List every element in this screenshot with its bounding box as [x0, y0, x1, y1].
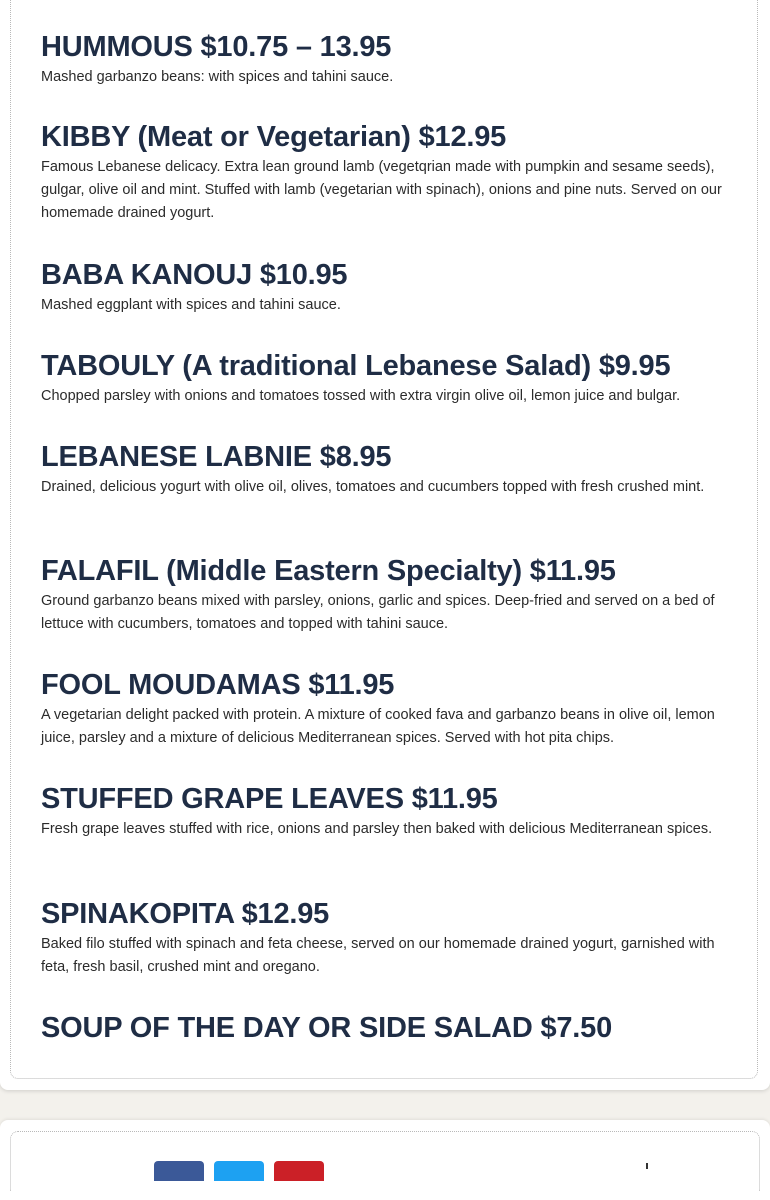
- footer-mark: [646, 1163, 648, 1169]
- menu-item-fool-moudamas: [41, 668, 741, 750]
- menu-item-description: Famous Lebanese delicacy. Extra lean ground lamb (vegetqrian made with pumpkin and sesame seeds), gulgar, olive oil and mint. Stuffed with lamb (vegetarian with spinach), onions and pine nuts. Served on our homemade drained yogurt.: [41, 159, 722, 221]
- menu-item-soup-or-salad: [41, 1011, 741, 1045]
- menu-item-hummous: [41, 30, 741, 89]
- menu-item-title: LEBANESE LABNIE $8.95: [41, 441, 392, 473]
- menu-item-tabouly: [41, 349, 761, 408]
- footer-frame: [10, 1131, 760, 1191]
- menu-item-title: SOUP OF THE DAY OR SIDE SALAD $7.50: [41, 1012, 613, 1044]
- menu-item-lebanese-labnie: [41, 440, 741, 499]
- menu-item-title: FOOL MOUDAMAS $11.95: [41, 669, 395, 701]
- menu-item-description: Fresh grape leaves stuffed with rice, onions and parsley then baked with delicious Mediterranean spices.: [41, 821, 713, 837]
- menu-item-title: FALAFIL (Middle Eastern Specialty) $11.95: [41, 555, 616, 587]
- twitter-icon[interactable]: [214, 1161, 264, 1181]
- menu-item-baba-kanouj: [41, 258, 741, 317]
- menu-item-title: BABA KANOUJ $10.95: [41, 259, 348, 291]
- menu-item-title: KIBBY (Meat or Vegetarian) $12.95: [41, 121, 507, 153]
- menu-item-description: Mashed eggplant with spices and tahini sauce.: [41, 297, 341, 313]
- menu-item-title: STUFFED GRAPE LEAVES $11.95: [41, 783, 498, 815]
- menu-item-description: Chopped parsley with onions and tomatoes tossed with extra virgin olive oil, lemon juice and bulgar.: [41, 388, 681, 404]
- menu-item-kibby: [41, 120, 741, 225]
- menu-item-description: Mashed garbanzo beans: with spices and tahini sauce.: [41, 69, 394, 85]
- menu-item-description: Drained, delicious yogurt with olive oil, olives, tomatoes and cucumbers topped with fresh crushed mint.: [41, 479, 705, 495]
- menu-item-title: TABOULY (A traditional Lebanese Salad) $9.95: [41, 350, 671, 382]
- menu-item-title: SPINAKOPITA $12.95: [41, 898, 330, 930]
- menu-item-description: Baked filo stuffed with spinach and feta cheese, served on our homemade drained yogurt, garnished with feta, fresh basil, crushed mint and oregano.: [41, 936, 715, 975]
- facebook-icon[interactable]: [154, 1161, 204, 1181]
- menu-item-spinakopita: [41, 897, 741, 979]
- menu-item-title: HUMMOUS $10.75 – 13.95: [41, 31, 392, 63]
- menu-item-stuffed-grape-leaves: [41, 782, 721, 841]
- menu-item-falafil: [41, 554, 753, 636]
- menu-item-description: A vegetarian delight packed with protein. A mixture of cooked fava and garbanzo beans in olive oil, lemon juice, parsley and a mixture of delicious Mediterranean spices. Served with hot pita chips.: [41, 707, 715, 746]
- pinterest-icon[interactable]: [274, 1161, 324, 1181]
- menu-item-description: Ground garbanzo beans mixed with parsley, onions, garlic and spices. Deep-fried and served on a bed of lettuce with cucumbers, tomatoes and topped with tahini sauce.: [41, 593, 715, 632]
